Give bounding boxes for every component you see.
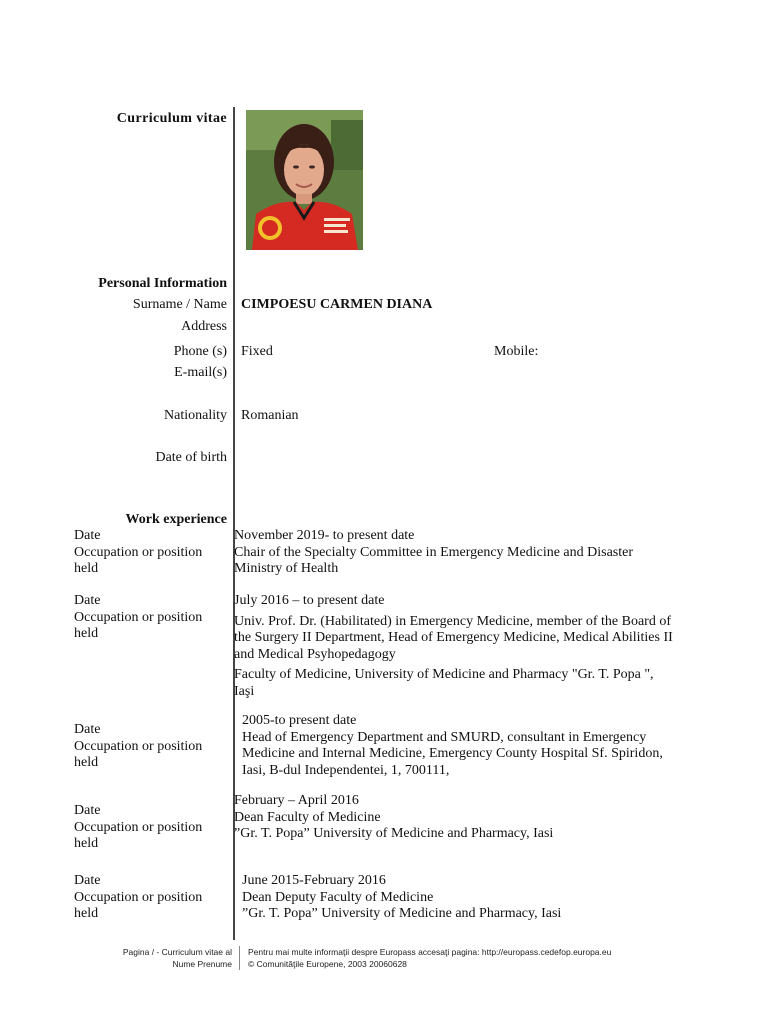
entry-line: and Medical Psyhopedagogy [234, 646, 396, 662]
phone-label: Phone (s) [173, 344, 227, 359]
entry-line: July 2016 – to present date [234, 593, 385, 608]
entry-line: Chair of the Specialty Committee in Emergency Medicine and Disaster [234, 544, 634, 560]
profile-photo [246, 110, 363, 250]
date-label: Date [74, 722, 101, 737]
footer-left [60, 946, 232, 970]
entry-line: Medicine and Internal Medicine, Emergency County Hospital Sf. Spiridon, [242, 746, 663, 761]
entry-4-labels [74, 803, 202, 853]
profile-photo-image [246, 110, 363, 250]
entry-line: the Surgery II Department, Head of Emergency Medicine, Medical Abilities II [234, 630, 673, 645]
entry-line: Faculty of Medicine, University of Medicine and Pharmacy "Gr. T. Popa ", [234, 667, 654, 682]
footer-copyright: © Comunităţile Europene, 2003 20060628 [248, 959, 407, 969]
entry-5-text [242, 873, 561, 923]
entry-line: ”Gr. T. Popa” University of Medicine and Pharmacy, Iasi [234, 826, 554, 841]
surname-value: CIMPOESU CARMEN DIANA [241, 297, 433, 312]
entry-line: June 2015-February 2016 [242, 873, 386, 888]
footer-page-info: Pagina / - Curriculum vitae al [122, 947, 232, 957]
date-label: Date [74, 593, 101, 608]
dob-label: Date of birth [155, 450, 227, 465]
work-experience-heading: Work experience [125, 512, 227, 527]
email-label: E-mail(s) [174, 365, 227, 380]
footer-divider [239, 946, 240, 970]
footer-europass-info: Pentru mai multe informaţii despre Europass accesaţi pagina: http://europass.cedefop.europa.eu [248, 947, 612, 957]
entry-line: Iasi, B-dul Independentei, 1, 700111, [242, 762, 450, 778]
occupation-label: Occupation or position [74, 738, 203, 754]
occupation-label: Occupation or position [74, 819, 203, 835]
footer-name: Nume Prenume [172, 959, 232, 969]
occupation-label: Occupation or position [74, 544, 203, 560]
footer-right [248, 946, 611, 970]
date-label: Date [74, 873, 101, 888]
entry-line: Dean Deputy Faculty of Medicine [242, 889, 434, 905]
cv-title: Curriculum vitae [116, 111, 227, 126]
entry-5-labels [74, 873, 202, 923]
occupation-label: Occupation or position [74, 889, 203, 905]
entry-2-text [234, 593, 673, 700]
entry-3-text [242, 713, 663, 779]
held-label: held [74, 755, 99, 770]
entry-line: February – April 2016 [234, 793, 359, 808]
nationality-label: Nationality [164, 408, 227, 423]
surname-label: Surname / Name [132, 297, 227, 312]
entry-line: Dean Faculty of Medicine [234, 809, 381, 825]
entry-line: Head of Emergency Department and SMURD, consultant in Emergency [242, 729, 647, 745]
date-label: Date [74, 803, 101, 818]
personal-info-heading: Personal Information [98, 276, 227, 291]
date-label: Date [74, 528, 101, 543]
entry-2-labels [74, 593, 202, 643]
entry-line: ”Gr. T. Popa” University of Medicine and Pharmacy, Iasi [242, 906, 562, 921]
entry-4-text [234, 793, 553, 843]
phone-fixed: Fixed [241, 344, 273, 359]
nationality-value: Romanian [241, 408, 299, 423]
entry-1-labels [74, 528, 202, 578]
entry-line: Ministry of Health [234, 561, 339, 576]
held-label: held [74, 626, 99, 641]
held-label: held [74, 836, 99, 851]
held-label: held [74, 906, 99, 921]
entry-line: Univ. Prof. Dr. (Habilitated) in Emergency Medicine, member of the Board of [234, 613, 671, 629]
phone-mobile: Mobile: [494, 344, 539, 359]
entry-line: November 2019- to present date [234, 528, 415, 543]
entry-line: Iaşi [234, 683, 255, 699]
entry-3-labels [74, 722, 202, 772]
entry-1-text [234, 528, 633, 578]
held-label: held [74, 561, 99, 576]
entry-line: 2005-to present date [242, 713, 357, 728]
occupation-label: Occupation or position [74, 609, 203, 625]
address-label: Address [181, 319, 227, 334]
